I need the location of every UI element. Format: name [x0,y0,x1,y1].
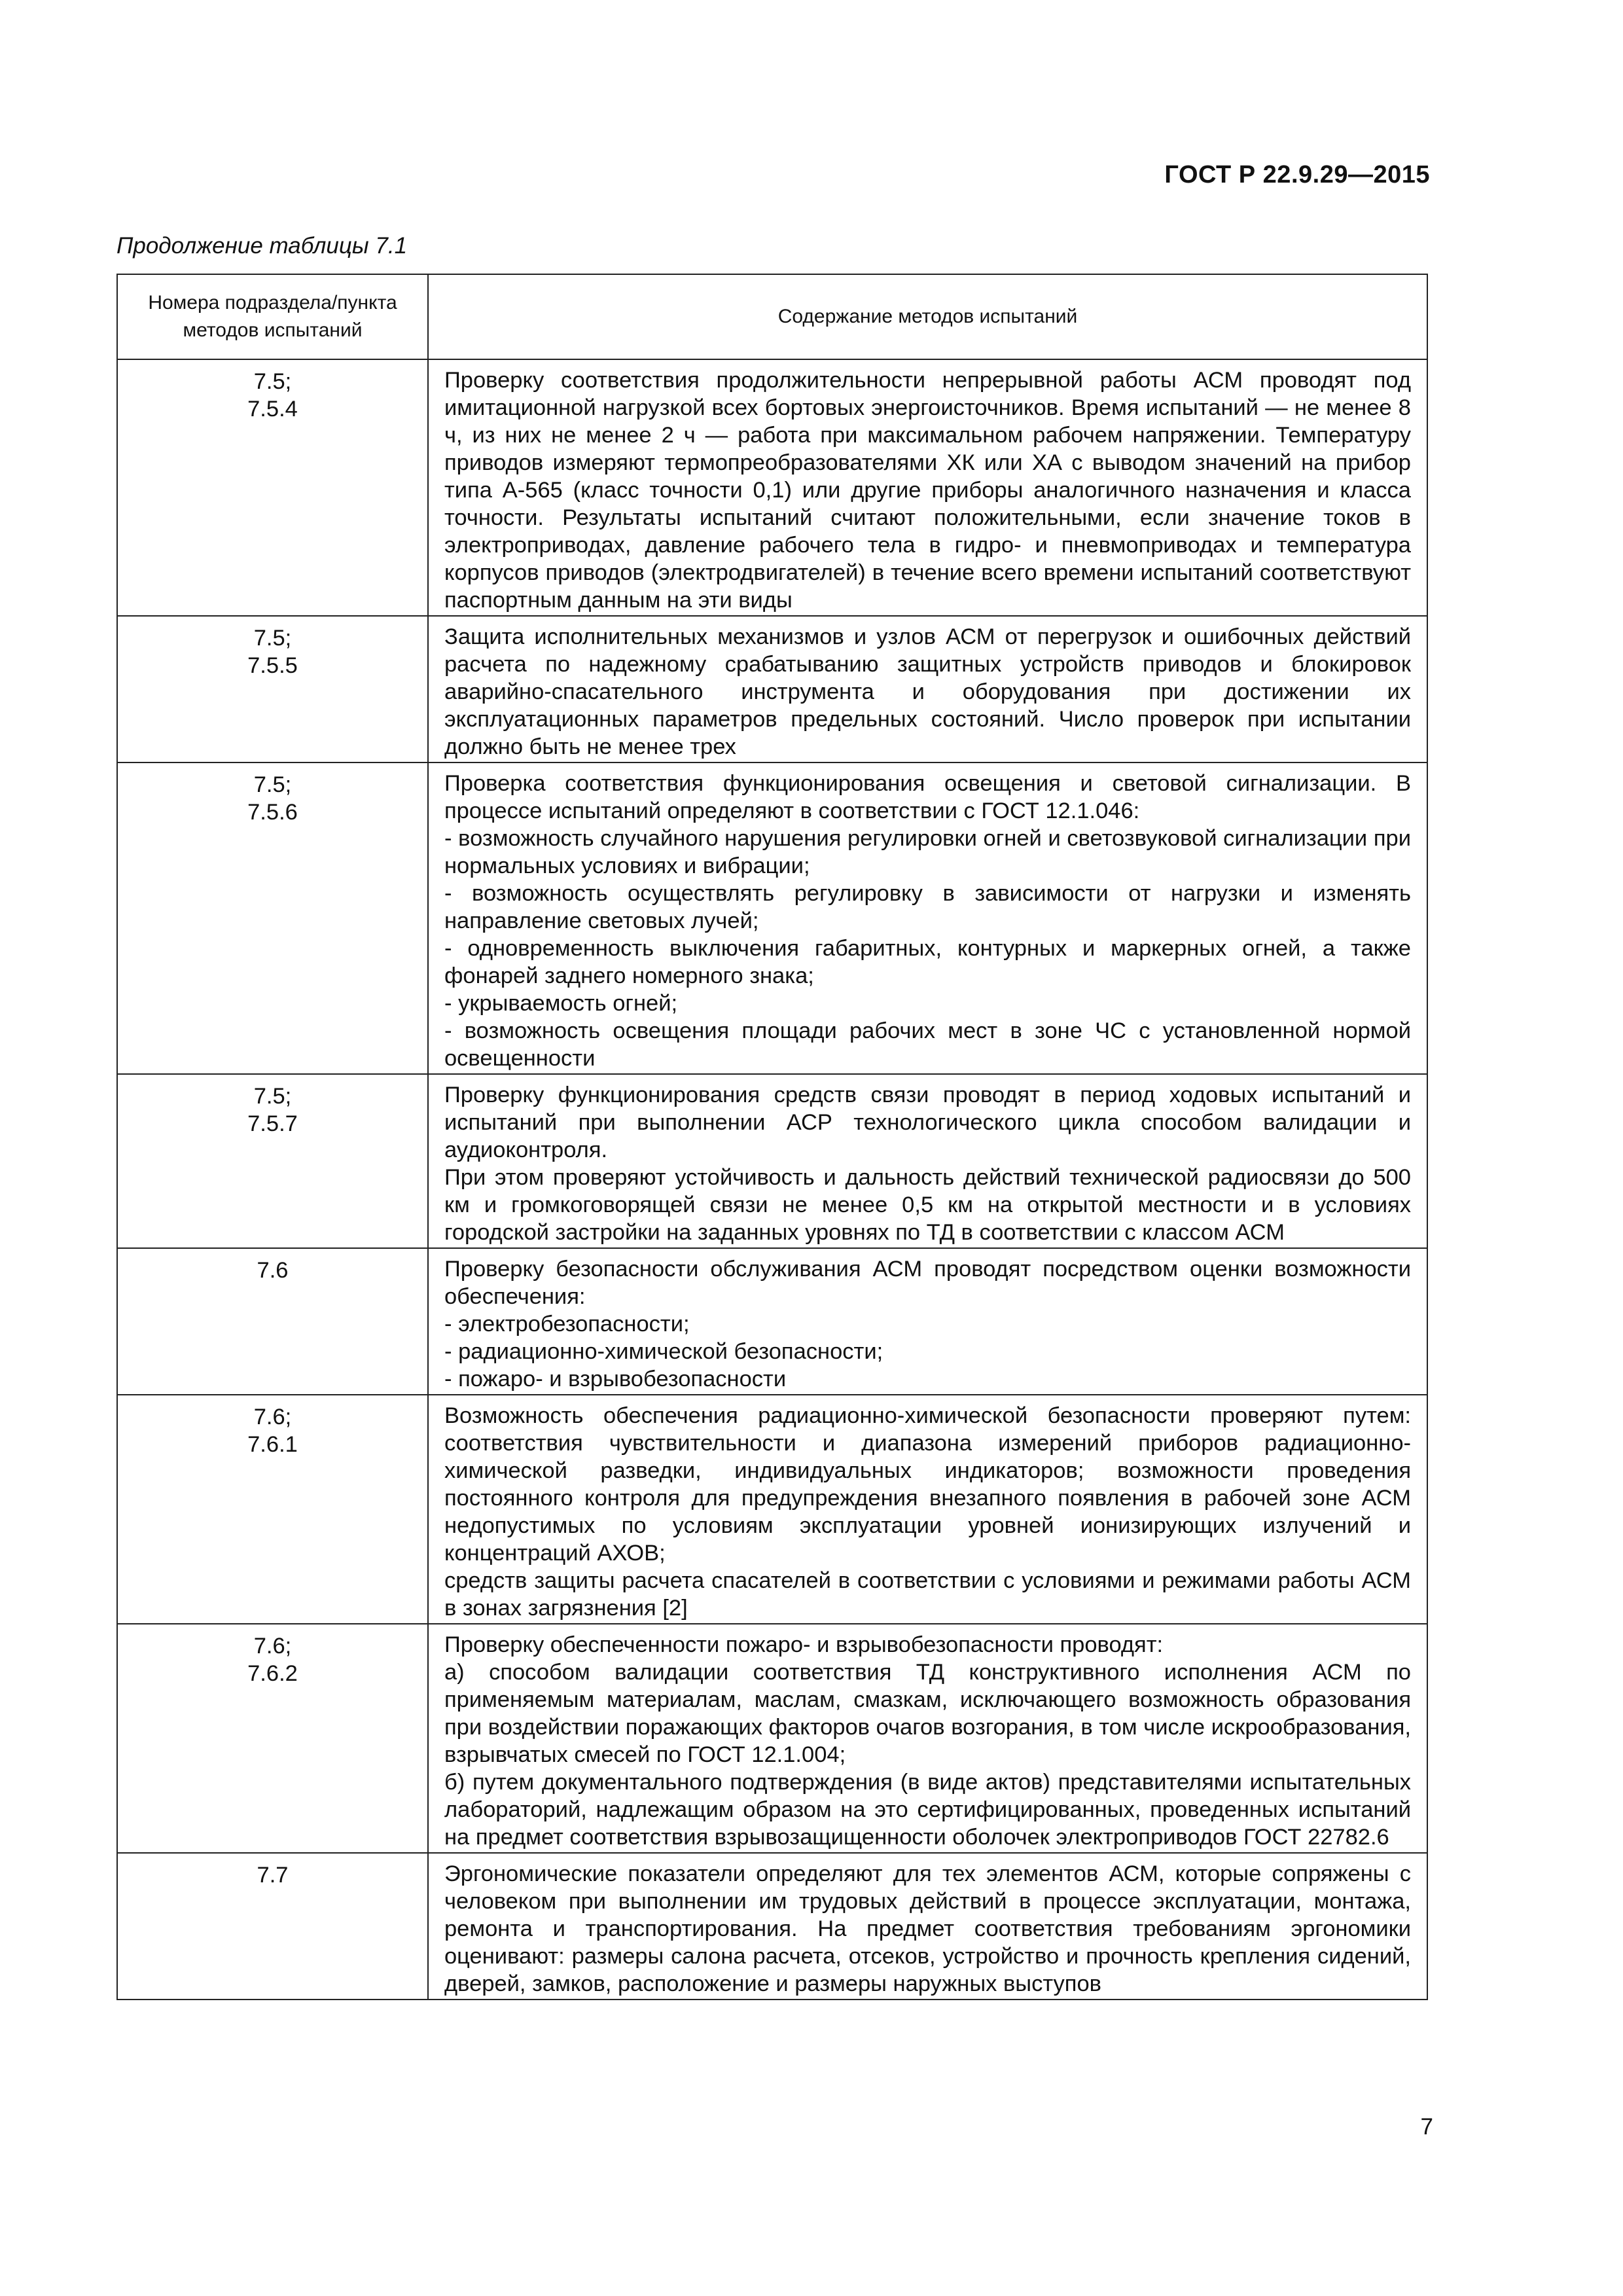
table-row [117,359,1427,616]
method-paragraph: б) путем документального подтверждения (в виде актов) представителями испытательных лабораторий, надлежащим образом на это сертифицированных, проведенных испытаний на предмет соответствия взрывозащищенности оболочек электроприводов ГОСТ 22782.6 [444,1770,1411,1850]
table-row [117,762,1427,1074]
section-number: 7.6.1 [247,1432,298,1457]
table-row [117,1248,1427,1395]
method-description-cell [428,1853,1427,2000]
section-number: 7.5; [253,369,292,394]
section-number-cell [117,1853,428,2000]
section-number: 7.5.4 [247,397,298,422]
method-description-cell [428,1624,1427,1853]
section-number: 7.6; [253,1634,292,1659]
section-number: 7.5; [253,772,292,797]
methods-table [116,274,1428,2000]
column-header-section-numbers: Номера подраздела/пункта методов испытаний [117,274,428,359]
page-number: 7 [1420,2114,1433,2140]
section-number: 7.5.6 [247,800,298,825]
method-paragraph: средств защиты расчета спасателей в соответствии с условиями и режимами работы АСМ в зонах загрязнения [2] [444,1568,1411,1621]
section-number: 7.6; [253,1405,292,1429]
section-number-cell [117,1074,428,1248]
method-paragraph: - возможность освещения площади рабочих мест в зоне ЧС с установленной нормой освещенности [444,1018,1411,1071]
section-number: 7.5.5 [247,653,298,678]
method-paragraph: Эргономические показатели определяют для тех элементов АСМ, которые сопряжены с человеком при выполнении им трудовых действий в процессе эксплуатации, монтажа, ремонта и транспортирования. На предмет соответствия требованиям эргономики оценивают: размеры салона расчета, отсеков, устройство и прочность крепления сидений, дверей, замков, расположение и размеры наружных выступов [444,1861,1411,1996]
section-number: 7.5; [253,626,292,651]
method-paragraph: При этом проверяют устойчивость и дальность действий технической радиосвязи до 500 км и громкоговорящей связи не менее 0,5 км на открытой местности и в условиях городской застройки на заданных уровнях по ТД в соответствии с классом АСМ [444,1165,1411,1245]
section-number-cell [117,616,428,762]
method-paragraph: - возможность случайного нарушения регулировки огней и светозвуковой сигнализации при нормальных условиях и вибрации; [444,826,1411,878]
method-paragraph: - укрываемость огней; [444,991,678,1016]
method-paragraph: Проверку соответствия продолжительности непрерывной работы АСМ проводят под имитационной нагрузкой всех бортовых энергоисточников. Время испытаний — не менее 8 ч, из них не менее 2 ч — работа при максимальном рабочем напряжении. Температуру приводов измеряют термопреобразователями ХК или ХА с выводом значений на прибор типа А-565 (класс точности 0,1) или другие приборы аналогичного назначения и класса точности. Результаты испытаний считают положительными, если значение токов в электроприводах, давление рабочего тела в гидро- и пневмоприводах и температура корпусов приводов (электродвигателей) в течение всего времени испытаний соответствуют паспортным данным на эти виды [444,368,1411,613]
method-description-cell [428,359,1427,616]
method-paragraph: - радиационно-химической безопасности; [444,1339,883,1364]
method-description-cell [428,762,1427,1074]
section-number: 7.6 [257,1258,289,1283]
method-paragraph: - возможность осуществлять регулировку в зависимости от нагрузки и изменять направление световых лучей; [444,881,1411,933]
method-paragraph: Проверку безопасности обслуживания АСМ проводят посредством оценки возможности обеспечения: [444,1257,1411,1309]
method-paragraph: Проверка соответствия функционирования освещения и световой сигнализации. В процессе испытаний определяют в соответствии с ГОСТ 12.1.046: [444,771,1411,823]
table-row [117,1074,1427,1248]
table-body [117,359,1427,2000]
method-paragraph: - одновременность выключения габаритных, контурных и маркерных огней, а также фонарей заднего номерного знака; [444,936,1411,988]
method-description-cell [428,1074,1427,1248]
table-row [117,1395,1427,1624]
column-header-test-methods: Содержание методов испытаний [428,274,1427,359]
method-description-cell [428,1248,1427,1395]
method-paragraph: Защита исполнительных механизмов и узлов АСМ от перегрузок и ошибочных действий расчета по надежному срабатыванию защитных устройств приводов и блокировок аварийно-спасательного инструмента и оборудования при достижении их эксплуатационных параметров предельных состояний. Число проверок при испытании должно быть не менее трех [444,624,1411,759]
section-number-cell [117,1395,428,1624]
table-caption: Продолжение таблицы 7.1 [116,233,408,259]
section-number: 7.5; [253,1084,292,1109]
method-paragraph: а) способом валидации соответствия ТД конструктивного исполнения АСМ по применяемым материалам, маслам, смазкам, исключающего возможность образования при воздействии поражающих факторов очагов возгорания, в том числе искрообразования, взрывчатых смесей по ГОСТ 12.1.004; [444,1660,1411,1767]
method-paragraph: - электробезопасности; [444,1312,690,1336]
section-number-cell [117,1248,428,1395]
section-number-cell [117,762,428,1074]
method-description-cell [428,1395,1427,1624]
section-number: 7.7 [257,1863,289,1888]
section-number: 7.5.7 [247,1111,298,1136]
section-number-cell [117,359,428,616]
method-paragraph: Проверку обеспеченности пожаро- и взрывобезопасности проводят: [444,1632,1164,1657]
method-paragraph: Проверку функционирования средств связи проводят в период ходовых испытаний и испытаний при выполнении АСР технологического цикла способом валидации и аудиоконтроля. [444,1083,1411,1162]
document-standard-number: ГОСТ Р 22.9.29—2015 [1164,161,1430,188]
method-paragraph: - пожаро- и взрывобезопасности [444,1367,787,1391]
section-number: 7.6.2 [247,1661,298,1686]
table-row [117,616,1427,762]
table-row [117,1853,1427,2000]
section-number-cell [117,1624,428,1853]
method-paragraph: Возможность обеспечения радиационно-химической безопасности проверяют путем: соответствия чувствительности и диапазона измерений приборов радиационно-химической разведки, индивидуальных индикаторов; возможности проведения постоянного контроля для предупреждения внезапного появления в рабочей зоне АСМ недопустимых по условиям эксплуатации уровней ионизирующих излучений и концентраций АХОВ; [444,1403,1411,1566]
table-header-row [117,274,1427,359]
table-row [117,1624,1427,1853]
method-description-cell [428,616,1427,762]
